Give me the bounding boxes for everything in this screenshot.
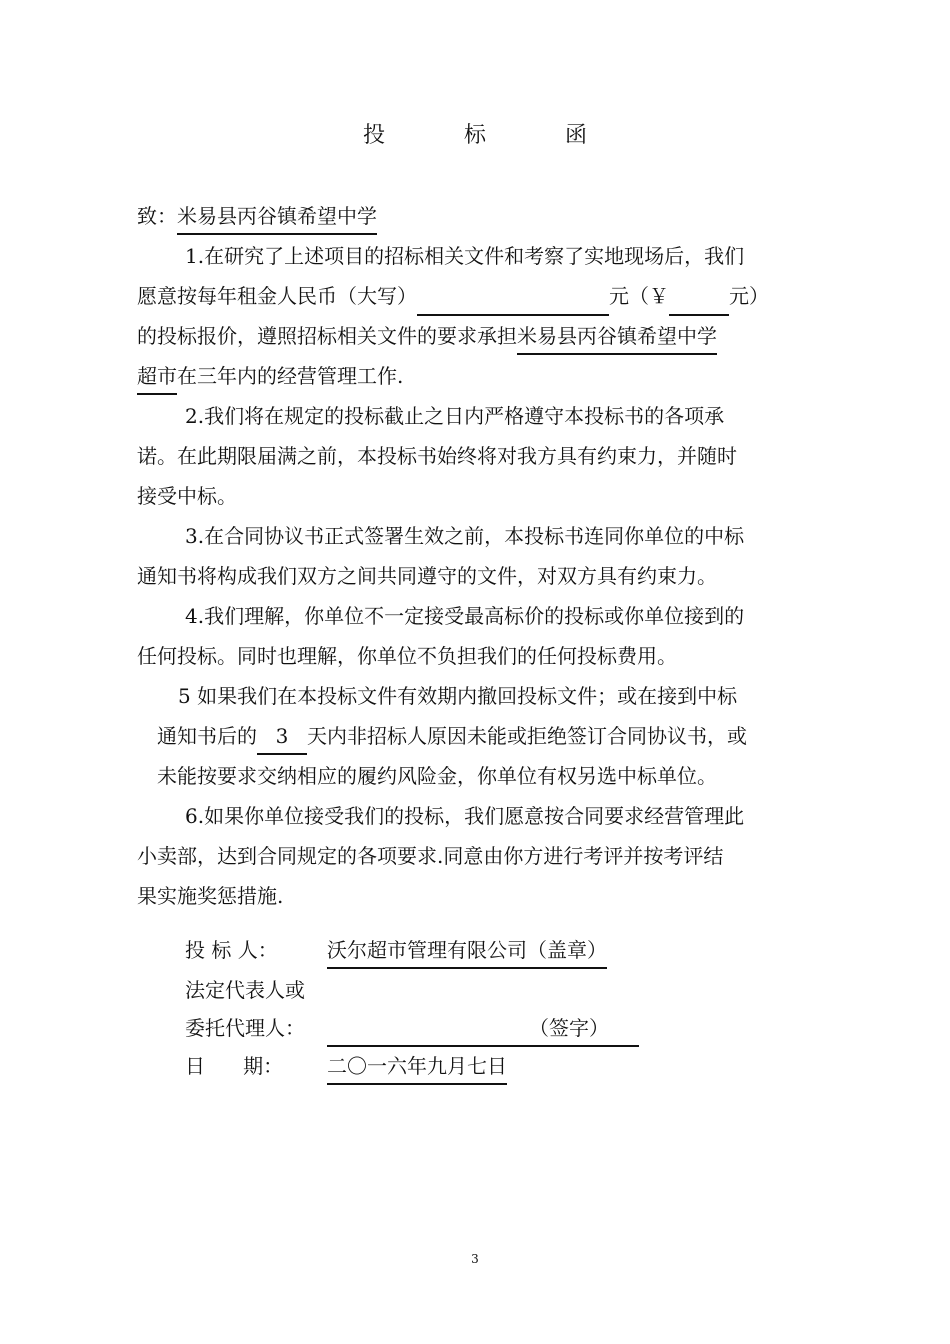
agent-line [185,1008,639,1048]
date-label: 日 期： [185,1054,284,1078]
p5-line-2 [157,716,747,756]
p2-line-3: 接受中标。 [137,484,237,508]
p1-line-3-text: 的投标报价，遵照招标相关文件的要求承担 [137,324,517,348]
p6-line-2: 小卖部，达到合同规定的各项要求.同意由你方进行考评并按考评结 [137,844,724,868]
agent-label: 委托代理人： [185,1016,305,1040]
school-name-underlined: 米易县丙谷镇希望中学 [517,319,717,355]
bidder-label: 投 标 人： [185,938,278,962]
p1-line-2-text: 愿意按每年租金人民币（大写） [137,284,417,308]
p1-line-2-yuan: 元（￥ [609,284,669,308]
document-title: 投 标 函 [363,123,623,148]
date-value: 二〇一六年九月七日 [327,1049,507,1085]
agent-signature-field: （签字） [327,1011,639,1047]
legal-rep-line: 法定代表人或 [185,978,305,1002]
p4-line-2: 任何投标。同时也理解，你单位不负担我们的任何投标费用。 [137,644,677,668]
bidder-value: 沃尔超市管理有限公司（盖章） [327,933,607,969]
p1-line-1: 1.在研究了上述项目的招标相关文件和考察了实地现场后，我们 [185,244,745,268]
p5-line-2-rest: 天内非招标人原因未能或拒绝签订合同协议书，或 [307,724,747,748]
p2-line-2: 诺。在此期限届满之前，本投标书始终将对我方具有约束力，并随时 [137,444,737,468]
p1-line-4 [137,356,403,396]
p1-line-2-end: 元） [729,284,769,308]
p5-line-2-text: 通知书后的 [157,724,257,748]
p3-line-1: 3.在合同协议书正式签署生效之前，本投标书连同你单位的中标 [185,524,745,548]
rent-amount-number-blank [669,286,729,316]
days-value: 3 [257,719,307,755]
p4-line-1: 4.我们理解，你单位不一定接受最高标价的投标或你单位接到的 [185,604,745,628]
p6-line-1: 6.如果你单位接受我们的投标，我们愿意按合同要求经营管理此 [185,804,745,828]
p5-line-3: 未能按要求交纳相应的履约风险金，你单位有权另选中标单位。 [157,764,717,788]
recipient-name: 米易县丙谷镇希望中学 [177,199,377,235]
p2-line-1: 2.我们将在规定的投标截止之日内严格遵守本投标书的各项承 [185,404,725,428]
p6-line-3: 果实施奖惩措施. [137,884,284,908]
bidder-line [185,930,607,970]
supermarket-underlined: 超市 [137,359,177,395]
date-line [185,1046,507,1086]
recipient-prefix: 致： [137,204,177,228]
p3-line-2: 通知书将构成我们双方之间共同遵守的文件，对双方具有约束力。 [137,564,717,588]
p5-line-1: 5 如果我们在本投标文件有效期内撤回投标文件；或在接到中标 [178,684,738,708]
p1-line-4-text: 在三年内的经营管理工作. [177,364,404,388]
rent-amount-words-blank [417,286,609,316]
p1-line-2 [137,276,769,316]
p1-line-3 [137,316,717,356]
recipient-line [137,196,377,236]
page-number: 3 [471,1252,479,1266]
